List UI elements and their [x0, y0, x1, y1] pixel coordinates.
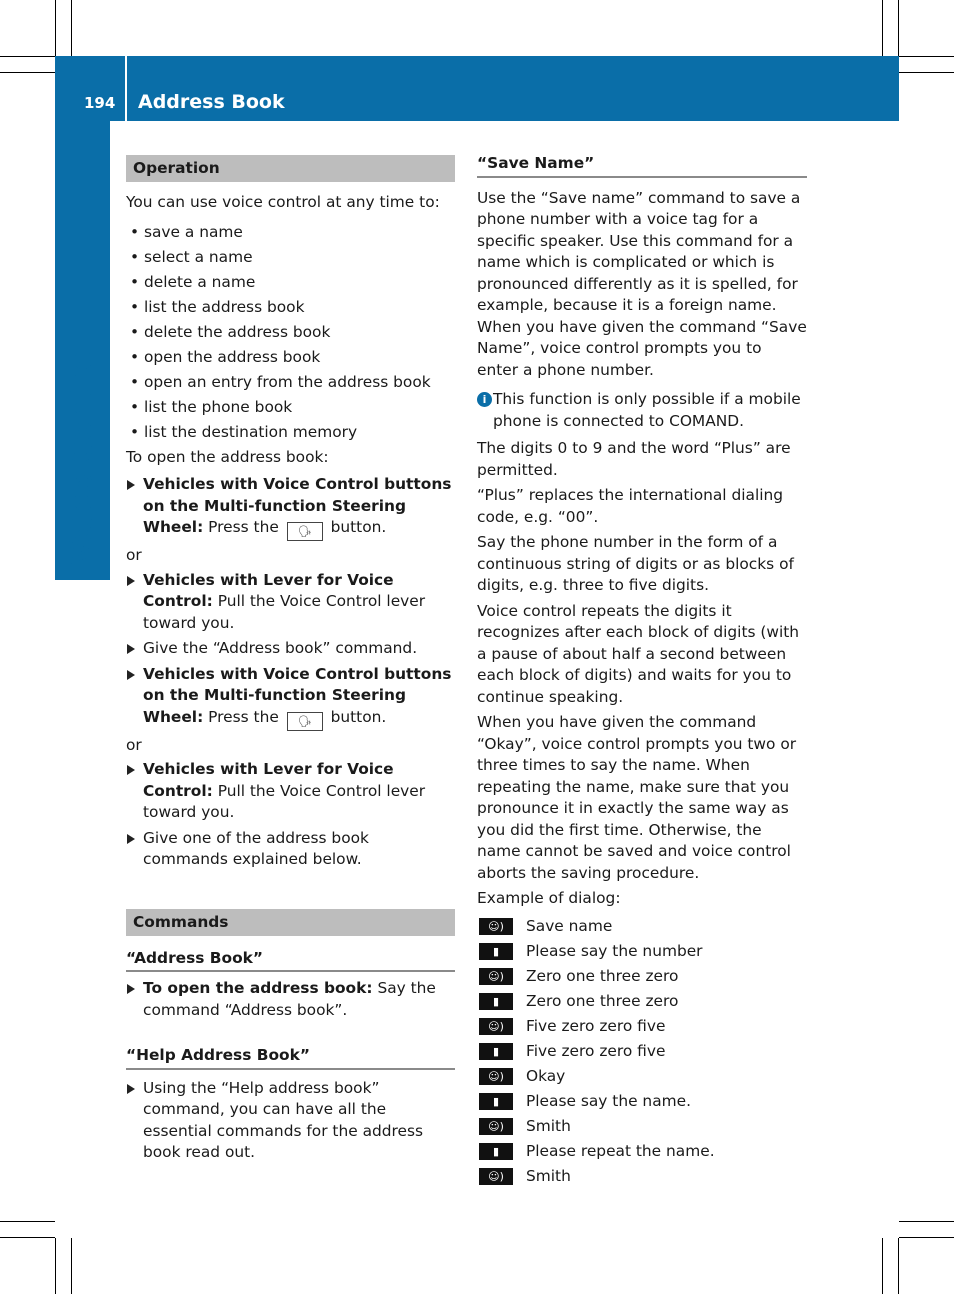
crop-mark: [882, 1238, 883, 1294]
paragraph: Say the phone number in the form of a continuous string of digits or as blocks of digits, e.g. three to five digits.: [477, 533, 794, 594]
dialog-row: [477, 1139, 807, 1164]
loudspeaker-icon: ▮: [479, 1143, 513, 1160]
dialog-text: Smith: [526, 1117, 571, 1136]
commands-heading: Commands: [126, 909, 455, 936]
loudspeaker-icon: ▮: [479, 993, 513, 1010]
crop-mark: [899, 72, 954, 73]
step-arrow-icon: [127, 834, 135, 844]
loudspeaker-icon: ▮: [479, 943, 513, 960]
list-item: • open the address book: [130, 347, 321, 366]
dialog-text: Zero one three zero: [526, 966, 679, 985]
or-text: or: [126, 546, 142, 564]
page-title: Address Book: [138, 91, 285, 113]
step-arrow-icon: [127, 1084, 135, 1094]
list-item: • list the address book: [130, 297, 305, 316]
operation-heading: Operation: [126, 155, 455, 182]
crop-mark: [898, 1238, 899, 1294]
step-item: [126, 474, 455, 541]
dialog-row: [477, 1164, 807, 1189]
paragraph: “Plus” replaces the international dialing code, e.g. “00”.: [477, 486, 784, 526]
dialog-row: [477, 1014, 807, 1039]
list-item: • select a name: [130, 247, 253, 266]
header-divider: [125, 56, 127, 121]
dialog-row: [477, 989, 807, 1014]
person-speaking-icon: ☺): [479, 1168, 513, 1185]
step-item: [126, 638, 455, 660]
crop-mark: [0, 72, 55, 73]
person-speaking-icon: ☺): [479, 1018, 513, 1035]
crop-mark: [0, 56, 55, 57]
step-text: Press the: [208, 518, 279, 536]
step-text: button.: [330, 707, 387, 726]
step-text: Give the “Address book” command.: [143, 639, 418, 657]
crop-mark: [899, 1237, 954, 1238]
info-icon: i: [477, 392, 492, 407]
subheading-save-name: “Save Name”: [477, 153, 807, 178]
operation-list: [126, 220, 455, 445]
dialog-list: [477, 914, 807, 1190]
step-arrow-icon: [127, 984, 135, 994]
dialog-row: [477, 964, 807, 989]
paragraph: Example of dialog:: [477, 889, 621, 907]
intro-text: You can use voice control at any time to:: [126, 193, 440, 211]
list-item: • delete a name: [130, 272, 256, 291]
step-arrow-icon: [127, 765, 135, 775]
person-speaking-icon: ☺): [479, 918, 513, 935]
dialog-text: Five zero zero five: [526, 1016, 666, 1035]
step-item: [126, 978, 455, 1021]
subheading-address-book: “Address Book”: [126, 948, 455, 973]
crop-mark: [71, 1238, 72, 1294]
dialog-text: Okay: [526, 1067, 566, 1086]
list-item: • list the phone book: [130, 397, 293, 416]
loudspeaker-icon: ▮: [479, 1093, 513, 1110]
dialog-text: Zero one three zero: [526, 991, 679, 1010]
step-bold: Vehicles with Lever for Voice Control:: [143, 760, 394, 800]
dialog-text: Please say the name.: [526, 1092, 691, 1111]
page-number: 194: [84, 94, 116, 112]
dialog-text: Five zero zero five: [526, 1041, 666, 1060]
person-speaking-icon: ☺): [479, 1118, 513, 1135]
list-item: • open an entry from the address book: [130, 372, 431, 391]
info-text: This function is only possible if a mobile phone is connected to COMAND.: [493, 390, 801, 430]
step-item: [126, 570, 455, 635]
right-column: [477, 153, 807, 1190]
step-bold: Vehicles with Voice Control buttons on the Multi-function Steering Wheel:: [143, 475, 452, 536]
paragraph: The digits 0 to 9 and the word “Plus” are permitted.: [477, 439, 791, 479]
step-arrow-icon: [127, 670, 135, 680]
crop-mark: [882, 0, 883, 56]
dialog-text: Save name: [526, 916, 613, 935]
or-text: or: [126, 735, 142, 754]
step-item: [126, 828, 455, 871]
person-speaking-icon: ☺): [479, 1068, 513, 1085]
voice-button-icon: 🗣: [287, 712, 323, 731]
crop-mark: [899, 1221, 954, 1222]
crop-mark: [0, 1237, 55, 1238]
crop-mark: [898, 0, 899, 56]
list-item: • list the destination memory: [130, 422, 358, 441]
paragraph: Use the “Save name” command to save a phone number with a voice tag for a specific speaker. Use this command for a name which is complicated or which is pronounced differently as it is spelled, for example, because it is a foreign name. When you have given the command “Save Name”, voice control prompts you to enter a phone number.: [477, 188, 807, 379]
list-item: • save a name: [130, 222, 243, 241]
dialog-row: [477, 1039, 807, 1064]
left-column: [126, 155, 455, 1168]
step-arrow-icon: [127, 480, 135, 490]
crop-mark: [71, 0, 72, 56]
dialog-text: Please say the number: [526, 941, 703, 960]
step-text: button.: [330, 518, 387, 536]
step-bold: Vehicles with Voice Control buttons on the Multi-function Steering Wheel:: [143, 664, 452, 726]
step-item: [126, 759, 455, 824]
page-header: [55, 56, 899, 121]
step-text: Press the: [208, 707, 279, 726]
step-text: Pull the Voice Control lever toward you.: [143, 781, 426, 821]
step-item: [126, 664, 455, 731]
crop-mark: [55, 0, 56, 56]
paragraph: When you have given the command “Okay”, voice control prompts you two or three times to say the name. When repeating the name, make sure that you pronounce it in exactly the same way as you did the first time. Otherwise, the name cannot be saved and voice control aborts the saving procedure.: [477, 713, 797, 882]
loudspeaker-icon: ▮: [479, 1043, 513, 1060]
step-arrow-icon: [127, 644, 135, 654]
crop-mark: [0, 1221, 55, 1222]
step-arrow-icon: [127, 576, 135, 586]
dialog-row: [477, 939, 807, 964]
crop-mark: [899, 56, 954, 57]
list-item: • delete the address book: [130, 322, 331, 341]
dialog-row: [477, 1089, 807, 1114]
step-bold: Vehicles with Lever for Voice Control:: [143, 570, 394, 610]
dialog-text: Please repeat the name.: [526, 1142, 715, 1161]
info-note: [477, 389, 807, 432]
step-bold: To open the address book:: [143, 979, 373, 997]
step-text: Say the command “Address book”.: [143, 979, 436, 1019]
voice-button-icon: 🗣: [287, 522, 323, 541]
subheading-help-address-book: “Help Address Book”: [126, 1045, 455, 1070]
step-text: Give one of the address book commands explained below.: [143, 828, 369, 868]
open-intro: To open the address book:: [126, 447, 329, 466]
dialog-row: [477, 1064, 807, 1089]
person-speaking-icon: ☺): [479, 968, 513, 985]
step-text: Pull the Voice Control lever toward you.: [143, 592, 426, 632]
dialog-text: Smith: [526, 1167, 571, 1186]
crop-mark: [55, 1238, 56, 1294]
paragraph: Voice control repeats the digits it recognizes after each block of digits (with a pause of about half a second between each block of digits) and waits for you to continue speaking.: [477, 601, 800, 706]
step-text: Using the “Help address book” command, you can have all the essential commands for the address book read out.: [143, 1078, 424, 1161]
dialog-row: [477, 1114, 807, 1139]
step-item: [126, 1078, 455, 1164]
chapter-label: Voice Control: [64, 339, 100, 565]
dialog-row: [477, 914, 807, 939]
